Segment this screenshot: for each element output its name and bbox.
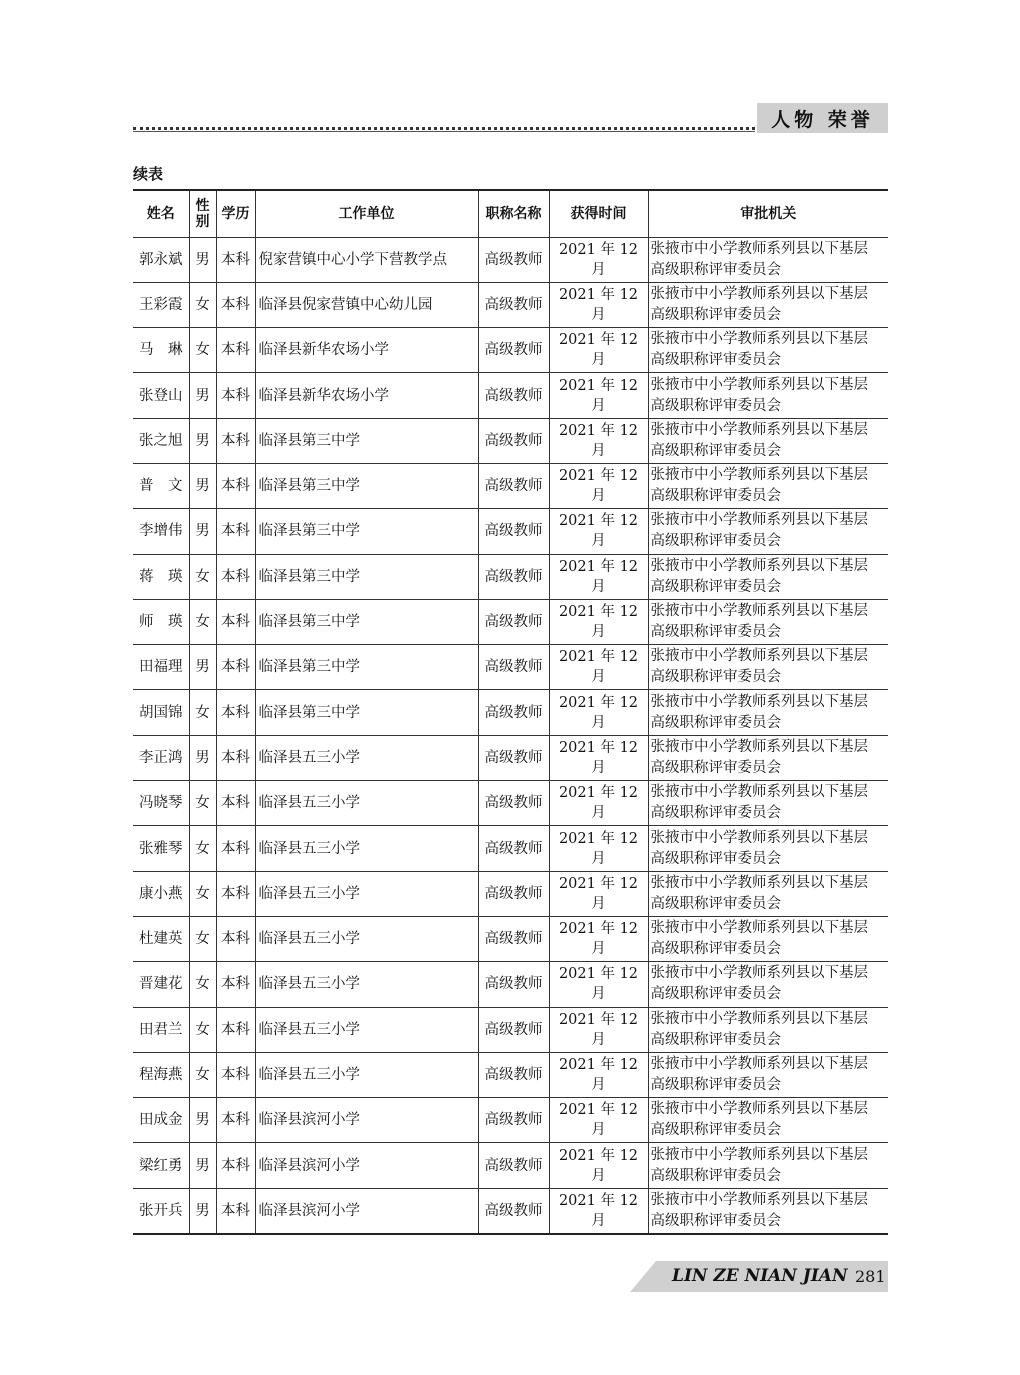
cell-time: 2021 年 12 月 <box>549 509 648 554</box>
cell-name: 师 瑛 <box>139 614 183 631</box>
table-row <box>133 373 888 418</box>
cell-name: 田福理 <box>139 659 183 676</box>
cell-name: 张开兵 <box>139 1202 183 1219</box>
cell-title: 高级教师 <box>478 1188 549 1233</box>
cell-approver <box>648 690 888 735</box>
cell-name: 李正鸿 <box>139 749 183 766</box>
cell-name: 冯晓琴 <box>139 795 183 812</box>
cell-unit: 临泽县新华农场小学 <box>255 328 478 373</box>
col-header-name: 姓名 <box>146 205 175 222</box>
cell-gender: 女 <box>189 826 216 871</box>
table-header-row <box>133 190 888 237</box>
cell-education: 本科 <box>216 916 255 961</box>
cell-education: 本科 <box>216 509 255 554</box>
cell-time: 2021 年 12 月 <box>549 690 648 735</box>
cell-time: 2021 年 12 月 <box>549 826 648 871</box>
cell-education: 本科 <box>216 328 255 373</box>
cell-name: 马 琳 <box>139 342 183 359</box>
section-tag: 人物 荣誉 <box>757 103 888 133</box>
cell-unit: 临泽县第三中学 <box>255 599 478 644</box>
cell-name: 张之旭 <box>139 432 183 449</box>
approver-line: 张掖市中小学教师系列县以下基层 <box>650 1101 868 1118</box>
cell-education: 本科 <box>216 418 255 463</box>
cell-gender: 男 <box>189 237 216 282</box>
cell-approver <box>648 463 888 508</box>
cell-gender: 女 <box>189 690 216 735</box>
approver-line: 高级职称评审委员会 <box>650 306 781 323</box>
approver-line: 高级职称评审委员会 <box>650 759 781 776</box>
approver-line: 高级职称评审委员会 <box>650 397 781 414</box>
cell-time: 2021 年 12 月 <box>549 645 648 690</box>
cell-education: 本科 <box>216 1143 255 1188</box>
cell-title: 高级教师 <box>478 1143 549 1188</box>
approver-line: 张掖市中小学教师系列县以下基层 <box>650 1191 868 1208</box>
approver-line: 张掖市中小学教师系列县以下基层 <box>650 512 868 529</box>
cell-time: 2021 年 12 月 <box>549 554 648 599</box>
cell-approver <box>648 826 888 871</box>
approver-line: 张掖市中小学教师系列县以下基层 <box>650 738 868 755</box>
cell-gender: 女 <box>189 554 216 599</box>
approver-line: 张掖市中小学教师系列县以下基层 <box>650 421 868 438</box>
approver-line: 张掖市中小学教师系列县以下基层 <box>650 1146 868 1163</box>
cell-name: 张雅琴 <box>139 840 183 857</box>
cell-name: 胡国锦 <box>139 704 183 721</box>
cell-title: 高级教师 <box>478 690 549 735</box>
cell-approver <box>648 645 888 690</box>
continued-label: 续表 <box>133 165 164 183</box>
cell-title: 高级教师 <box>478 916 549 961</box>
cell-gender: 男 <box>189 463 216 508</box>
cell-name: 田君兰 <box>139 1021 183 1038</box>
cell-gender: 女 <box>189 962 216 1007</box>
col-header-unit: 工作单位 <box>255 190 478 237</box>
cell-name: 李增伟 <box>139 523 183 540</box>
cell-gender: 女 <box>189 781 216 826</box>
cell-education: 本科 <box>216 1188 255 1233</box>
cell-time: 2021 年 12 月 <box>549 237 648 282</box>
cell-unit: 临泽县五三小学 <box>255 1007 478 1052</box>
cell-unit: 临泽县五三小学 <box>255 916 478 961</box>
cell-title: 高级教师 <box>478 871 549 916</box>
cell-name: 王彩霞 <box>139 296 183 313</box>
cell-time: 2021 年 12 月 <box>549 282 648 327</box>
approver-line: 高级职称评审委员会 <box>650 533 781 550</box>
cell-name: 晋建花 <box>139 976 183 993</box>
cell-unit: 临泽县五三小学 <box>255 735 478 780</box>
cell-education: 本科 <box>216 1007 255 1052</box>
approver-line: 高级职称评审委员会 <box>650 1122 781 1139</box>
cell-title: 高级教师 <box>478 418 549 463</box>
table-row <box>133 1007 888 1052</box>
footer-journal-name: LIN ZE NIAN JIAN <box>672 1266 848 1286</box>
approver-line: 张掖市中小学教师系列县以下基层 <box>650 784 868 801</box>
cell-title: 高级教师 <box>478 599 549 644</box>
col-header-education: 学历 <box>216 190 255 237</box>
cell-time: 2021 年 12 月 <box>549 1052 648 1097</box>
cell-title: 高级教师 <box>478 237 549 282</box>
table-row <box>133 509 888 554</box>
approver-line: 高级职称评审委员会 <box>650 986 781 1003</box>
cell-education: 本科 <box>216 237 255 282</box>
cell-title: 高级教师 <box>478 826 549 871</box>
approver-line: 张掖市中小学教师系列县以下基层 <box>650 920 868 937</box>
honors-table <box>133 189 888 1235</box>
cell-gender: 女 <box>189 916 216 961</box>
approver-line: 高级职称评审委员会 <box>650 850 781 867</box>
cell-approver <box>648 962 888 1007</box>
col-header-approver: 审批机关 <box>648 190 888 237</box>
cell-education: 本科 <box>216 735 255 780</box>
col-header-gender <box>189 190 216 237</box>
table-row <box>133 1188 888 1233</box>
cell-unit: 临泽县五三小学 <box>255 871 478 916</box>
cell-approver <box>648 599 888 644</box>
cell-unit: 临泽县倪家营镇中心幼儿园 <box>255 282 478 327</box>
cell-name: 康小燕 <box>139 885 183 902</box>
cell-approver <box>648 373 888 418</box>
cell-time: 2021 年 12 月 <box>549 463 648 508</box>
approver-line: 张掖市中小学教师系列县以下基层 <box>650 467 868 484</box>
approver-line: 高级职称评审委员会 <box>650 941 781 958</box>
cell-time: 2021 年 12 月 <box>549 1143 648 1188</box>
approver-line: 高级职称评审委员会 <box>650 442 781 459</box>
cell-unit: 临泽县第三中学 <box>255 554 478 599</box>
approver-line: 张掖市中小学教师系列县以下基层 <box>650 376 868 393</box>
cell-approver <box>648 1007 888 1052</box>
cell-title: 高级教师 <box>478 781 549 826</box>
cell-unit: 临泽县新华农场小学 <box>255 373 478 418</box>
approver-line: 张掖市中小学教师系列县以下基层 <box>650 965 868 982</box>
cell-unit: 临泽县第三中学 <box>255 690 478 735</box>
approver-line: 高级职称评审委员会 <box>650 488 781 505</box>
cell-approver <box>648 418 888 463</box>
cell-education: 本科 <box>216 554 255 599</box>
cell-gender: 男 <box>189 645 216 690</box>
approver-line: 高级职称评审委员会 <box>650 1212 781 1229</box>
cell-gender: 男 <box>189 373 216 418</box>
table-row <box>133 418 888 463</box>
approver-line: 张掖市中小学教师系列县以下基层 <box>650 1055 868 1072</box>
cell-approver <box>648 1143 888 1188</box>
approver-line: 张掖市中小学教师系列县以下基层 <box>650 874 868 891</box>
cell-approver <box>648 554 888 599</box>
cell-unit: 临泽县五三小学 <box>255 962 478 1007</box>
cell-title: 高级教师 <box>478 1098 549 1143</box>
cell-education: 本科 <box>216 463 255 508</box>
table-row <box>133 237 888 282</box>
cell-gender: 男 <box>189 1188 216 1233</box>
cell-title: 高级教师 <box>478 1007 549 1052</box>
cell-unit: 临泽县五三小学 <box>255 781 478 826</box>
cell-unit: 临泽县第三中学 <box>255 463 478 508</box>
cell-name: 杜建英 <box>139 931 183 948</box>
cell-gender: 女 <box>189 1052 216 1097</box>
approver-line: 张掖市中小学教师系列县以下基层 <box>650 603 868 620</box>
cell-unit: 倪家营镇中心小学下营教学点 <box>255 237 478 282</box>
table-row <box>133 554 888 599</box>
cell-education: 本科 <box>216 962 255 1007</box>
cell-name: 张登山 <box>139 387 183 404</box>
table-row <box>133 463 888 508</box>
approver-line: 张掖市中小学教师系列县以下基层 <box>650 240 868 257</box>
cell-title: 高级教师 <box>478 735 549 780</box>
approver-line: 高级职称评审委员会 <box>650 1167 781 1184</box>
cell-unit: 临泽县第三中学 <box>255 418 478 463</box>
cell-gender: 男 <box>189 1143 216 1188</box>
approver-line: 高级职称评审委员会 <box>650 895 781 912</box>
cell-gender: 女 <box>189 282 216 327</box>
cell-education: 本科 <box>216 599 255 644</box>
cell-unit: 临泽县滨河小学 <box>255 1188 478 1233</box>
cell-name: 郭永斌 <box>139 251 183 268</box>
cell-approver <box>648 509 888 554</box>
cell-time: 2021 年 12 月 <box>549 735 648 780</box>
approver-line: 张掖市中小学教师系列县以下基层 <box>650 557 868 574</box>
cell-title: 高级教师 <box>478 463 549 508</box>
cell-approver <box>648 1188 888 1233</box>
cell-unit: 临泽县第三中学 <box>255 509 478 554</box>
cell-gender: 男 <box>189 735 216 780</box>
table-row <box>133 690 888 735</box>
col-header-title: 职称名称 <box>478 190 549 237</box>
cell-time: 2021 年 12 月 <box>549 962 648 1007</box>
table-row <box>133 1098 888 1143</box>
table-row <box>133 1052 888 1097</box>
cell-approver <box>648 1098 888 1143</box>
cell-title: 高级教师 <box>478 509 549 554</box>
cell-time: 2021 年 12 月 <box>549 328 648 373</box>
table-row <box>133 645 888 690</box>
table-row <box>133 282 888 327</box>
approver-line: 高级职称评审委员会 <box>650 714 781 731</box>
approver-line: 张掖市中小学教师系列县以下基层 <box>650 648 868 665</box>
cell-approver <box>648 735 888 780</box>
col-header-time: 获得时间 <box>549 190 648 237</box>
cell-time: 2021 年 12 月 <box>549 373 648 418</box>
approver-line: 高级职称评审委员会 <box>650 1031 781 1048</box>
header-dotted-rule <box>133 127 755 130</box>
approver-line: 张掖市中小学教师系列县以下基层 <box>650 331 868 348</box>
table-row <box>133 1143 888 1188</box>
cell-gender: 男 <box>189 418 216 463</box>
table-row <box>133 735 888 780</box>
table-row <box>133 826 888 871</box>
cell-gender: 女 <box>189 599 216 644</box>
cell-unit: 临泽县滨河小学 <box>255 1098 478 1143</box>
cell-time: 2021 年 12 月 <box>549 1007 648 1052</box>
cell-time: 2021 年 12 月 <box>549 599 648 644</box>
cell-unit: 临泽县第三中学 <box>255 645 478 690</box>
cell-title: 高级教师 <box>478 554 549 599</box>
cell-education: 本科 <box>216 1052 255 1097</box>
table-row <box>133 962 888 1007</box>
cell-approver <box>648 237 888 282</box>
cell-education: 本科 <box>216 871 255 916</box>
cell-name: 田成金 <box>139 1112 183 1129</box>
cell-title: 高级教师 <box>478 282 549 327</box>
table-row <box>133 599 888 644</box>
cell-approver <box>648 916 888 961</box>
approver-line: 高级职称评审委员会 <box>650 261 781 278</box>
table-row <box>133 328 888 373</box>
cell-time: 2021 年 12 月 <box>549 1098 648 1143</box>
cell-title: 高级教师 <box>478 1052 549 1097</box>
table-row <box>133 781 888 826</box>
cell-unit: 临泽县五三小学 <box>255 1052 478 1097</box>
approver-line: 高级职称评审委员会 <box>650 669 781 686</box>
cell-unit: 临泽县五三小学 <box>255 826 478 871</box>
header-rule <box>133 131 755 132</box>
approver-line: 高级职称评审委员会 <box>650 1076 781 1093</box>
approver-line: 张掖市中小学教师系列县以下基层 <box>650 829 868 846</box>
approver-line: 高级职称评审委员会 <box>650 352 781 369</box>
cell-time: 2021 年 12 月 <box>549 916 648 961</box>
cell-name: 蒋 瑛 <box>139 568 183 585</box>
cell-education: 本科 <box>216 781 255 826</box>
approver-line: 高级职称评审委员会 <box>650 624 781 641</box>
cell-time: 2021 年 12 月 <box>549 1188 648 1233</box>
table-row <box>133 871 888 916</box>
cell-education: 本科 <box>216 690 255 735</box>
col-header-gender-text: 性别 <box>195 197 210 230</box>
cell-title: 高级教师 <box>478 373 549 418</box>
approver-line: 张掖市中小学教师系列县以下基层 <box>650 693 868 710</box>
cell-unit: 临泽县滨河小学 <box>255 1143 478 1188</box>
cell-approver <box>648 871 888 916</box>
page-number: 281 <box>855 1266 886 1286</box>
cell-approver <box>648 781 888 826</box>
cell-education: 本科 <box>216 373 255 418</box>
table-row <box>133 916 888 961</box>
cell-gender: 女 <box>189 1007 216 1052</box>
cell-approver <box>648 282 888 327</box>
approver-line: 高级职称评审委员会 <box>650 805 781 822</box>
cell-time: 2021 年 12 月 <box>549 871 648 916</box>
cell-title: 高级教师 <box>478 645 549 690</box>
cell-name: 普 文 <box>139 478 183 495</box>
cell-approver <box>648 328 888 373</box>
cell-title: 高级教师 <box>478 962 549 1007</box>
approver-line: 张掖市中小学教师系列县以下基层 <box>650 1010 868 1027</box>
cell-gender: 女 <box>189 328 216 373</box>
cell-gender: 男 <box>189 1098 216 1143</box>
cell-education: 本科 <box>216 645 255 690</box>
approver-line: 高级职称评审委员会 <box>650 578 781 595</box>
cell-education: 本科 <box>216 1098 255 1143</box>
cell-gender: 女 <box>189 871 216 916</box>
table-body <box>133 237 888 1234</box>
cell-gender: 男 <box>189 509 216 554</box>
cell-name: 程海燕 <box>139 1066 183 1083</box>
cell-education: 本科 <box>216 282 255 327</box>
cell-title: 高级教师 <box>478 328 549 373</box>
approver-line: 张掖市中小学教师系列县以下基层 <box>650 285 868 302</box>
cell-approver <box>648 1052 888 1097</box>
cell-name: 梁红勇 <box>139 1157 183 1174</box>
cell-education: 本科 <box>216 826 255 871</box>
cell-time: 2021 年 12 月 <box>549 418 648 463</box>
cell-time: 2021 年 12 月 <box>549 781 648 826</box>
